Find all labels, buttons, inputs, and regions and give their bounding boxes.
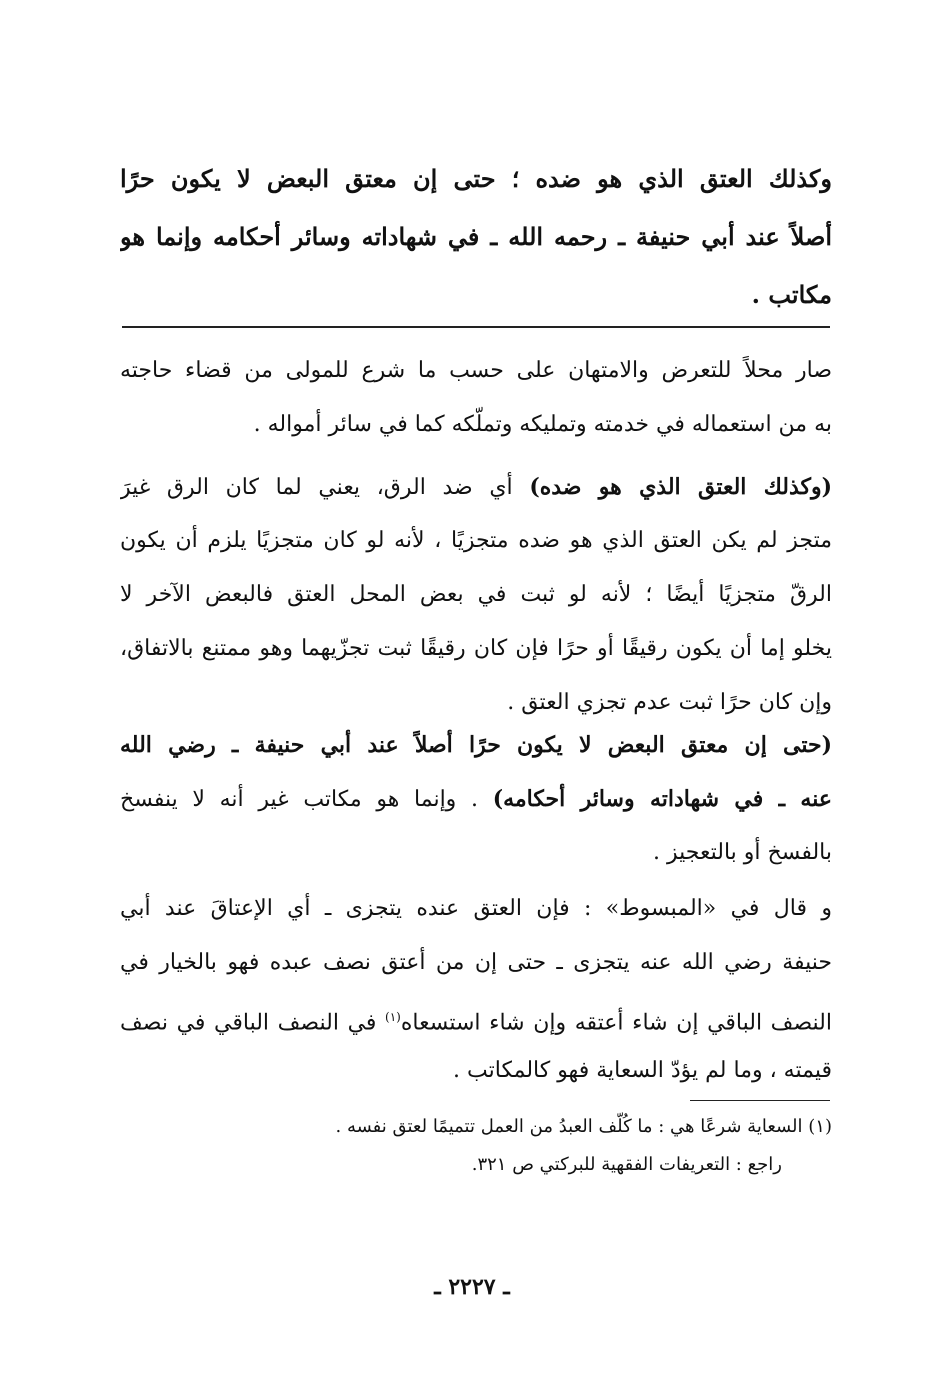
matn-text bbox=[120, 150, 832, 324]
commentary-line: صار محلاً للتعرض والامتهان على حسب ما شرع للمولى من قضاء حاجته bbox=[120, 358, 832, 383]
footnote-reference: راجع : التعريفات الفقهية للبركتي ص ٣٢١. bbox=[471, 1154, 782, 1175]
matn-line: مكاتب . bbox=[751, 280, 832, 309]
commentary-line: بالفسخ أو بالتعجيز . bbox=[653, 840, 832, 865]
commentary-line: و قال في «المبسوط» : فإن العتق عنده يتجزى ـ أي الإعتاقَ عند أبي bbox=[120, 896, 832, 921]
commentary-line: الرقّ متجزيًا أيضًا ؛ لأنه لو ثبت في بعض المحل العتق فالبعض الآخر لا bbox=[120, 582, 832, 607]
commentary-line: به من استعماله في خدمته وتمليكه وتملّكه كما في سائر أمواله . bbox=[253, 412, 832, 437]
commentary-text: . وإنما هو مكاتب غير أنه لا ينفسخ bbox=[120, 787, 493, 812]
commentary-line: قيمته ، وما لم يؤدّ السعاية فهو كالمكاتب . bbox=[453, 1058, 832, 1083]
footnote-separator-rule bbox=[690, 1100, 830, 1101]
quoted-matn: (حتى إن معتق البعض لا يكون حرًا أصلاً عند أبي حنيفة ـ رضي الله bbox=[120, 732, 832, 758]
commentary-line: يخلو إما أن يكون رقيقًا أو حرًا فإن كان رقيقًا ثبت تجزّيهما وهو ممتنع بالاتفاق، bbox=[120, 636, 832, 661]
commentary-text: أي ضد الرق، يعني لما كان الرق غيرَ bbox=[120, 475, 530, 500]
commentary-paragraph bbox=[120, 460, 832, 730]
commentary-line bbox=[120, 772, 832, 826]
commentary-text: في النصف الباقي في نصف bbox=[120, 1010, 386, 1036]
footnotes bbox=[120, 1108, 832, 1184]
footnote-1: (١) السعاية شرعًا هي : ما كُلّف العبدُ من العمل تتميمًا لعتق نفسه . bbox=[335, 1116, 832, 1137]
commentary-paragraph bbox=[120, 718, 832, 880]
matn-line: أصلاً عند أبي حنيفة ـ رحمه الله ـ في شهاداته وسائر أحكامه وإنما هو bbox=[120, 222, 832, 251]
commentary-paragraph bbox=[120, 882, 832, 1098]
matn-separator-rule bbox=[122, 326, 830, 328]
commentary-line: متجز لم يكن العتق الذي هو ضده متجزيًا ، لأنه لو كان متجزيًا يلزم أن يكون bbox=[120, 528, 832, 553]
quoted-matn: عنه ـ في شهاداته وسائر أحكامه) bbox=[492, 786, 832, 812]
commentary-line: حنيفة رضي الله عنه يتجزى ـ حتى إن من أعتق نصف عبده فهو بالخيار في bbox=[120, 950, 832, 975]
commentary-paragraph bbox=[120, 344, 832, 452]
page-number: ـ ٢٢٢٧ ـ bbox=[434, 1274, 510, 1300]
commentary-line: وإن كان حرًا ثبت عدم تجزي العتق . bbox=[507, 690, 832, 715]
quoted-matn: (وكذلك العتق الذي هو ضده) bbox=[529, 474, 832, 500]
commentary-line bbox=[120, 990, 832, 1044]
commentary-text: النصف الباقي إن شاء أعتقه وإن شاء استسعاه bbox=[400, 1010, 832, 1036]
commentary-line bbox=[120, 460, 832, 514]
matn-line: وكذلك العتق الذي هو ضده ؛ حتى إن معتق البعض لا يكون حرًا bbox=[120, 164, 832, 193]
footnote-marker: (١) bbox=[385, 1010, 401, 1024]
